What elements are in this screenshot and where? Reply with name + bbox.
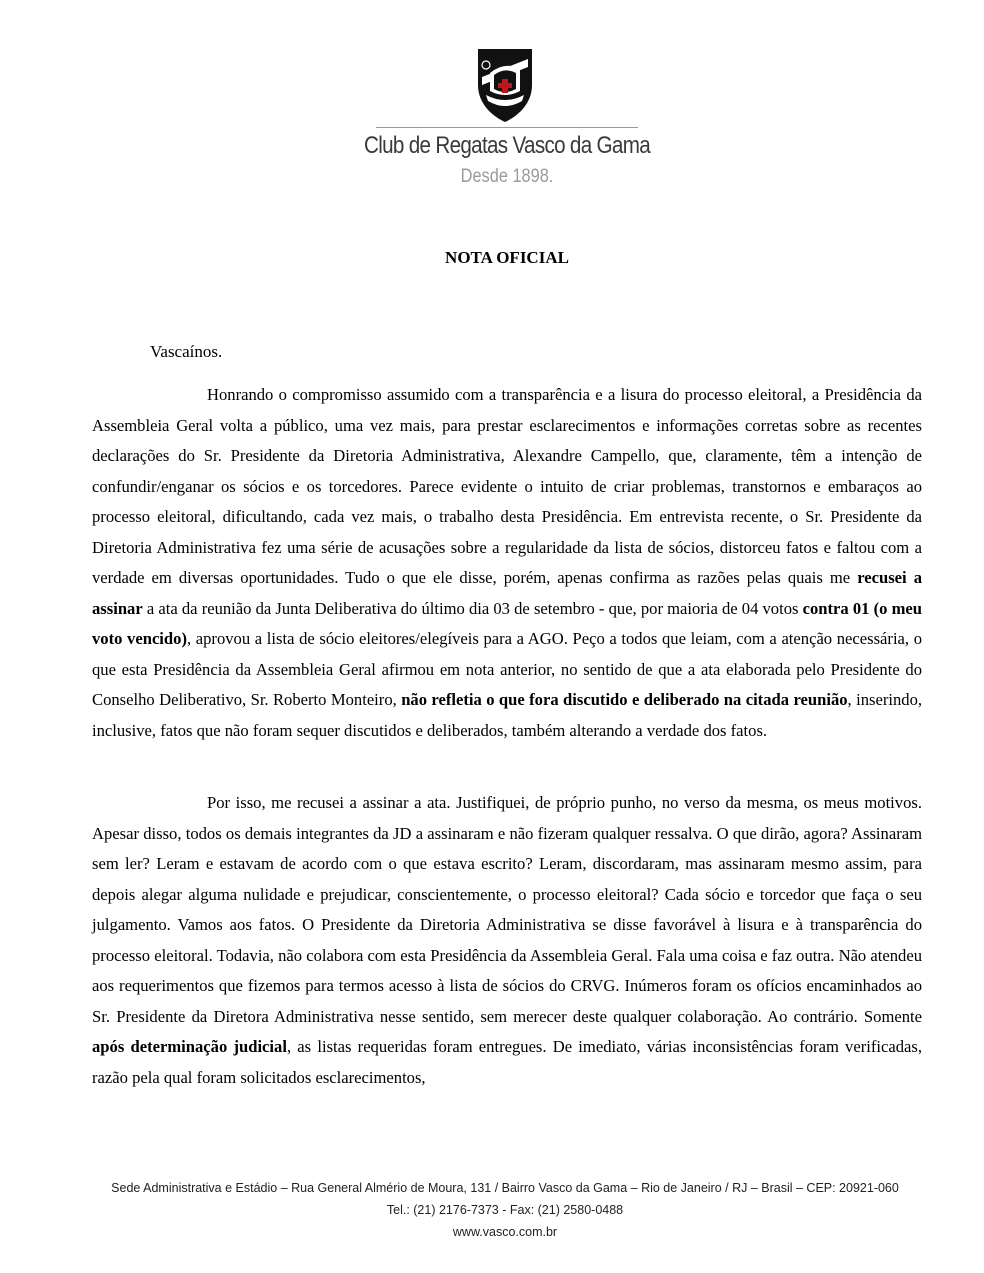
emphasis-text: contra 01 (o meu voto vencido)	[92, 598, 922, 648]
paragraph-text: , as listas requeridas foram entregues. De imediato, várias inconsistências foram verificadas, razão pela qual foram solicitados esclarecimentos,	[92, 1037, 922, 1087]
document-title: NOTA OFICIAL	[445, 248, 569, 267]
footer-address: Sede Administrativa e Estádio – Rua General Almério de Moura, 131 / Bairro Vasco da Gama – Rio de Janeiro / RJ – Brasil – CEP: 20921-060	[111, 1181, 899, 1195]
greeting: Vascaínos.	[150, 342, 223, 361]
club-name: Club de Regatas Vasco da Gama	[363, 132, 651, 159]
paragraph-text: , inserindo, inclusive, fatos que não foram sequer discutidos e deliberados, também alterando a verdade dos fatos.	[92, 690, 923, 740]
paragraph-text: , aprovou a lista de sócio eleitores/elegíveis para a AGO. Peço a todos que leiam, com a atenção necessária, o que esta Presidência da Assembleia Geral afirmou em nota anterior, no sentido de que a ata elaborada pelo Presidente do Conselho Deliberativo, Sr. Roberto Monteiro,	[92, 629, 923, 709]
paragraph-1	[92, 380, 922, 746]
paragraph-text: a ata da reunião da Junta Deliberativa do último dia 03 de setembro - que, por maioria de 04 votos	[142, 598, 803, 618]
header-divider	[376, 127, 638, 128]
emphasis-text: recusei a assinar	[92, 568, 922, 618]
club-since-tagline: Desde 1898.	[460, 166, 554, 187]
vasco-da-gama-crest-icon	[476, 47, 534, 123]
footer-phones: Tel.: (21) 2176-7373 - Fax: (21) 2580-0488	[386, 1203, 624, 1217]
emphasis-text: não refletia o que fora discutido e deliberado na citada reunião	[401, 690, 848, 709]
paragraph-text: Honrando o compromisso assumido com a transparência e a lisura do processo eleitoral, a Presidência da Assembleia Geral volta a público, uma vez mais, para prestar esclarecimentos e informações corretas sobre as recentes declarações do Sr. Presidente da Diretoria Administrativa, Alexandre Campello, que, claramente, têm a intenção de confundir/enganar os sócios e os torcedores. Parece evidente o intuito de criar problemas, transtornos e embaraços ao processo eleitoral, dificultando, cada vez mais, o trabalho desta Presidência. Em entrevista recente, o Sr. Presidente da Diretoria Administrativa fez uma série de acusações sobre a regularidade da lista de sócios, distorceu fatos e faltou com a verdade em diversas oportunidades. Tudo o que ele disse, porém, apenas confirma as razões pelas quais me	[92, 385, 922, 587]
footer-website[interactable]: www.vasco.com.br	[452, 1225, 558, 1239]
paragraph-2	[92, 788, 922, 1093]
emphasis-text: após determinação judicial	[92, 1037, 287, 1056]
paragraph-text: Por isso, me recusei a assinar a ata. Justifiquei, de próprio punho, no verso da mesma, os meus motivos. Apesar disso, todos os demais integrantes da JD a assinaram e não fizeram qualquer ressalva. O que dirão, agora? Assinaram sem ler? Leram e estavam de acordo com o que estava escrito? Leram, discordaram, mas assinaram mesmo assim, para depois alegar alguma nulidade e prejudicar, conscientemente, o processo eleitoral? Cada sócio e torcedor que faça o seu julgamento. Vamos aos fatos. O Presidente da Diretoria Administrativa se disse favorável à lisura e à transparência do processo eleitoral. Todavia, não colabora com esta Presidência da Assembleia Geral. Fala uma coisa e faz outra. Não atendeu aos requerimentos que fizemos para termos acesso à lista de sócios do CRVG. Inúmeros foram os ofícios encaminhados ao Sr. Presidente da Diretora Administrativa nesse sentido, sem merecer deste qualquer colaboração. Ao contrário. Somente	[92, 793, 922, 1026]
